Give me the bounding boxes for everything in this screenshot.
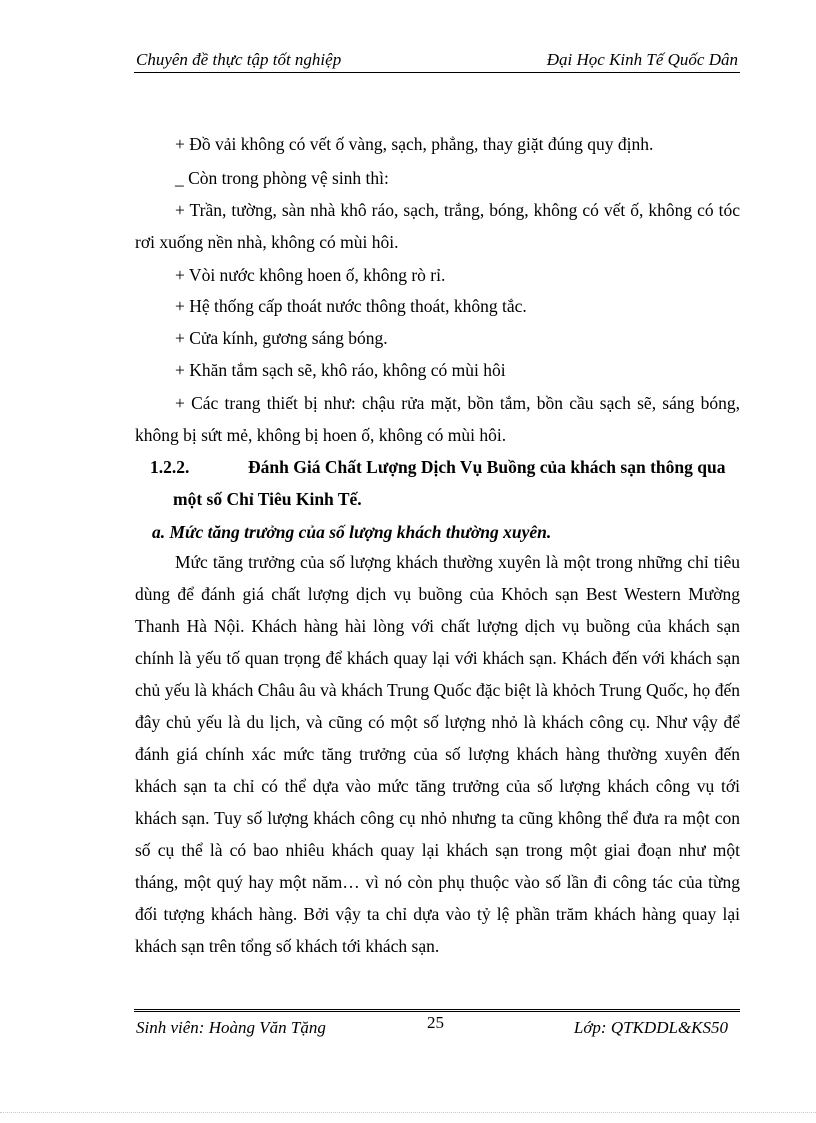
- page-header: [134, 48, 740, 73]
- section-number: 1.2.2.: [150, 457, 190, 477]
- footer-class: Lớp: QTKDDL&KS50: [573, 1018, 728, 1037]
- page-bottom-divider: [0, 1112, 816, 1113]
- bullet-towel: + Khăn tắm sạch sẽ, khô ráo, không có mùi hôi: [175, 360, 506, 380]
- bullet-equipment: + Các trang thiết bị như: chậu rửa mặt, bồn tắm, bồn cầu sạch sẽ, sáng bóng, không bị sứt mẻ, không bị hoen ố, không có mùi hôi.: [135, 393, 740, 445]
- main-paragraph: Mức tăng trưởng của số lượng khách thường xuyên là một trong những chỉ tiêu dùng để đánh giá chất lượng dịch vụ buồng của Khỏch sạn Best Western Mường Thanh Hà Nội. Khách hàng hài lòng với chất lượng dịch vụ buồng của khách sạn chính là yếu tố quan trọng để khách quay lại với khách sạn. Khách đến với khách sạn chủ yếu là khách Châu âu và khách Trung Quốc đặc biệt là khỏch Trung Quốc, họ đến đây chủ yếu là du lịch, và cũng có một số lượng nhỏ là khách công cụ. Như vậy để đánh giá chính xác mức tăng trưởng của số lượng khách hàng thường xuyên đến khách sạn ta chỉ có thể dựa vào mức tăng trưởng của số lượng khách công vụ tới khách sạn. Tuy số lượng khách công cụ nhỏ nhưng ta cũng không thể đưa ra một con số cụ thể là có bao nhiêu khách quay lại khách sạn trong một giai đoạn như một tháng, một quý hay một năm… vì nó còn phụ thuộc vào số lần đi công tác của từng đối tượng khách hàng. Bởi vậy ta chỉ dựa vào tỷ lệ phần trăm khách hàng quay lại khách sạn trên tổng số khách tới khách sạn.: [135, 552, 740, 956]
- section-title-line1: Đánh Giá Chất Lượng Dịch Vụ Buồng của khách sạn thông qua: [248, 457, 726, 477]
- section-title-line2: một số Chỉ Tiêu Kinh Tế.: [173, 489, 362, 509]
- bullet-linen: + Đồ vải không có vết ố vàng, sạch, phẳng, thay giặt đúng quy định.: [175, 134, 654, 154]
- header-title-right: Đại Học Kinh Tế Quốc Dân: [546, 50, 738, 69]
- bullet-mirror: + Cửa kính, gương sáng bóng.: [175, 328, 388, 348]
- bathroom-intro: _ Còn trong phòng vệ sinh thì:: [175, 168, 389, 188]
- bullet-ceiling: + Trần, tường, sàn nhà khô ráo, sạch, trắng, bóng, không có vết ố, không có tóc rơi xuống nền nhà, không có mùi hôi.: [135, 200, 740, 252]
- page-number: 25: [427, 1013, 444, 1032]
- header-title-left: Chuyên đề thực tập tốt nghiệp: [136, 50, 342, 69]
- bullet-drainage: + Hệ thống cấp thoát nước thông thoát, không tắc.: [175, 296, 527, 316]
- subsection-title: a. Mức tăng trưởng của số lượng khách thường xuyên.: [152, 522, 552, 542]
- bullet-faucet: + Vòi nước không hoen ố, không rò rỉ.: [175, 265, 446, 285]
- footer-student: Sinh viên: Hoàng Văn Tặng: [136, 1018, 326, 1037]
- page-footer: [134, 1009, 740, 1042]
